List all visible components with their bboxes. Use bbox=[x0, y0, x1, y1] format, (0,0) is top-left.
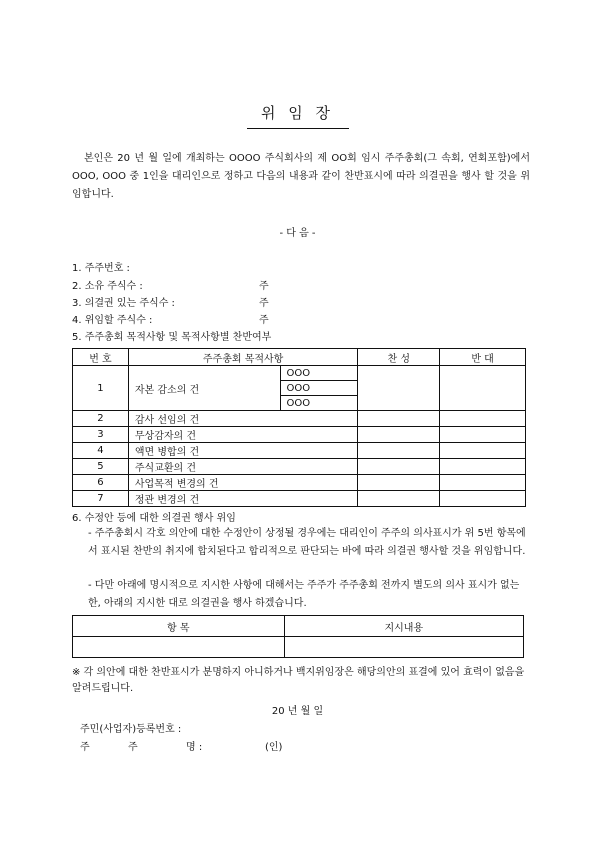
registration-number-label: 주민(사업자)등록번호 : bbox=[80, 724, 182, 735]
instruction-item-cell[interactable] bbox=[73, 637, 285, 658]
approve-cell[interactable] bbox=[358, 366, 440, 411]
col-header-approve: 찬 성 bbox=[358, 349, 440, 366]
approve-cell[interactable] bbox=[358, 475, 440, 491]
item-unit: 주 bbox=[259, 298, 269, 309]
col-header-agenda: 주주총회 목적사항 bbox=[128, 349, 357, 366]
agenda-table bbox=[72, 348, 526, 507]
section-heading: - 다 음 - bbox=[279, 228, 316, 239]
row-number: 3 bbox=[73, 427, 129, 443]
reject-cell[interactable] bbox=[440, 411, 526, 427]
name-label-part: 주 bbox=[80, 742, 90, 753]
item-delegated-shares bbox=[72, 311, 269, 326]
row-number: 2 bbox=[73, 411, 129, 427]
item-label: 1. 주주번호 : bbox=[72, 263, 130, 274]
row-number: 6 bbox=[73, 475, 129, 491]
col-header-instruction: 지시내용 bbox=[284, 616, 523, 637]
item-label: 5. 주주총회 목적사항 및 목적사항별 찬반여부 bbox=[72, 332, 272, 343]
reject-cell[interactable] bbox=[440, 491, 526, 507]
row-number: 4 bbox=[73, 443, 129, 459]
section6-dash-2: - 다만 아래에 명시적으로 지시한 사항에 대해서는 주주가 주주총회 전까지 별도의 의사 표시가 없는 한, 아래의 지시한 대로 의결권을 행사 하겠습니다. bbox=[88, 580, 520, 609]
item-label: 2. 소유 주식수 : bbox=[72, 281, 143, 292]
reject-cell[interactable] bbox=[440, 366, 526, 411]
reject-cell[interactable] bbox=[440, 459, 526, 475]
reject-cell[interactable] bbox=[440, 427, 526, 443]
row-item: 자본 감소의 건 bbox=[128, 366, 280, 411]
document-title: 위 임 장 bbox=[260, 104, 334, 122]
item-label: 4. 위임할 주식수 : bbox=[72, 315, 153, 326]
sub-item: OOO bbox=[280, 396, 358, 411]
row-number: 1 bbox=[73, 366, 129, 411]
row-item: 액면 병합의 건 bbox=[128, 443, 357, 459]
date-line: 20 년 월 일 bbox=[271, 706, 324, 717]
row-item: 감사 선임의 건 bbox=[128, 411, 357, 427]
approve-cell[interactable] bbox=[358, 491, 440, 507]
row-number: 5 bbox=[73, 459, 129, 475]
name-label-part: 주 bbox=[128, 742, 138, 753]
instruction-content-cell[interactable] bbox=[284, 637, 523, 658]
row-item: 정관 변경의 건 bbox=[128, 491, 357, 507]
row-item: 사업목적 변경의 건 bbox=[128, 475, 357, 491]
instruction-table bbox=[72, 615, 524, 658]
item-shareholder-no bbox=[72, 259, 130, 274]
row-item: 주식교환의 건 bbox=[128, 459, 357, 475]
notice-text: ※ 각 의안에 대한 찬반표시가 분명하지 아니하거나 백지위임장은 해당의안의 표결에 있어 효력이 없음을 알려드립니다. bbox=[72, 667, 525, 694]
reject-cell[interactable] bbox=[440, 443, 526, 459]
intro-paragraph: 본인은 20 년 월 일에 개최하는 OOOO 주식회사의 제 OO회 임시 주주총회(그 속회, 연회포함)에서 OOO, OOO 중 1인을 대리인으로 정하고 다음의 내용과 같이 찬반표시에 따라 의결권을 행사 할 것을 위임합니다. bbox=[72, 153, 530, 200]
approve-cell[interactable] bbox=[358, 411, 440, 427]
col-header-number: 번 호 bbox=[73, 349, 129, 366]
col-header-item: 항 목 bbox=[73, 616, 285, 637]
sub-item: OOO bbox=[280, 381, 358, 396]
item-owned-shares bbox=[72, 277, 269, 292]
sub-item: OOO bbox=[280, 366, 358, 381]
item-label: 3. 의결권 있는 주식수 : bbox=[72, 298, 175, 309]
seal-mark: (인) bbox=[265, 742, 283, 753]
approve-cell[interactable] bbox=[358, 459, 440, 475]
approve-cell[interactable] bbox=[358, 443, 440, 459]
name-label-part: 명 : bbox=[186, 742, 203, 753]
row-item: 무상감자의 건 bbox=[128, 427, 357, 443]
section6-title: 6. 수정안 등에 대한 의결권 행사 위임 bbox=[72, 513, 236, 524]
row-number: 7 bbox=[73, 491, 129, 507]
item-agenda-intro bbox=[72, 328, 271, 343]
reject-cell[interactable] bbox=[440, 475, 526, 491]
item-unit: 주 bbox=[259, 315, 269, 326]
approve-cell[interactable] bbox=[358, 427, 440, 443]
section6-dash-1: - 주주총회시 각호 의안에 대한 수정안이 상정될 경우에는 대리인이 주주의 의사표시가 위 5번 항목에서 표시된 찬반의 취지에 합치된다고 합리적으로 판단되는 바에 따라 의결권 행사할 것을 위임합니다. bbox=[88, 528, 526, 557]
col-header-reject: 반 대 bbox=[440, 349, 526, 366]
title-underline bbox=[247, 128, 349, 129]
item-voting-shares bbox=[72, 294, 269, 309]
item-unit: 주 bbox=[259, 281, 269, 292]
